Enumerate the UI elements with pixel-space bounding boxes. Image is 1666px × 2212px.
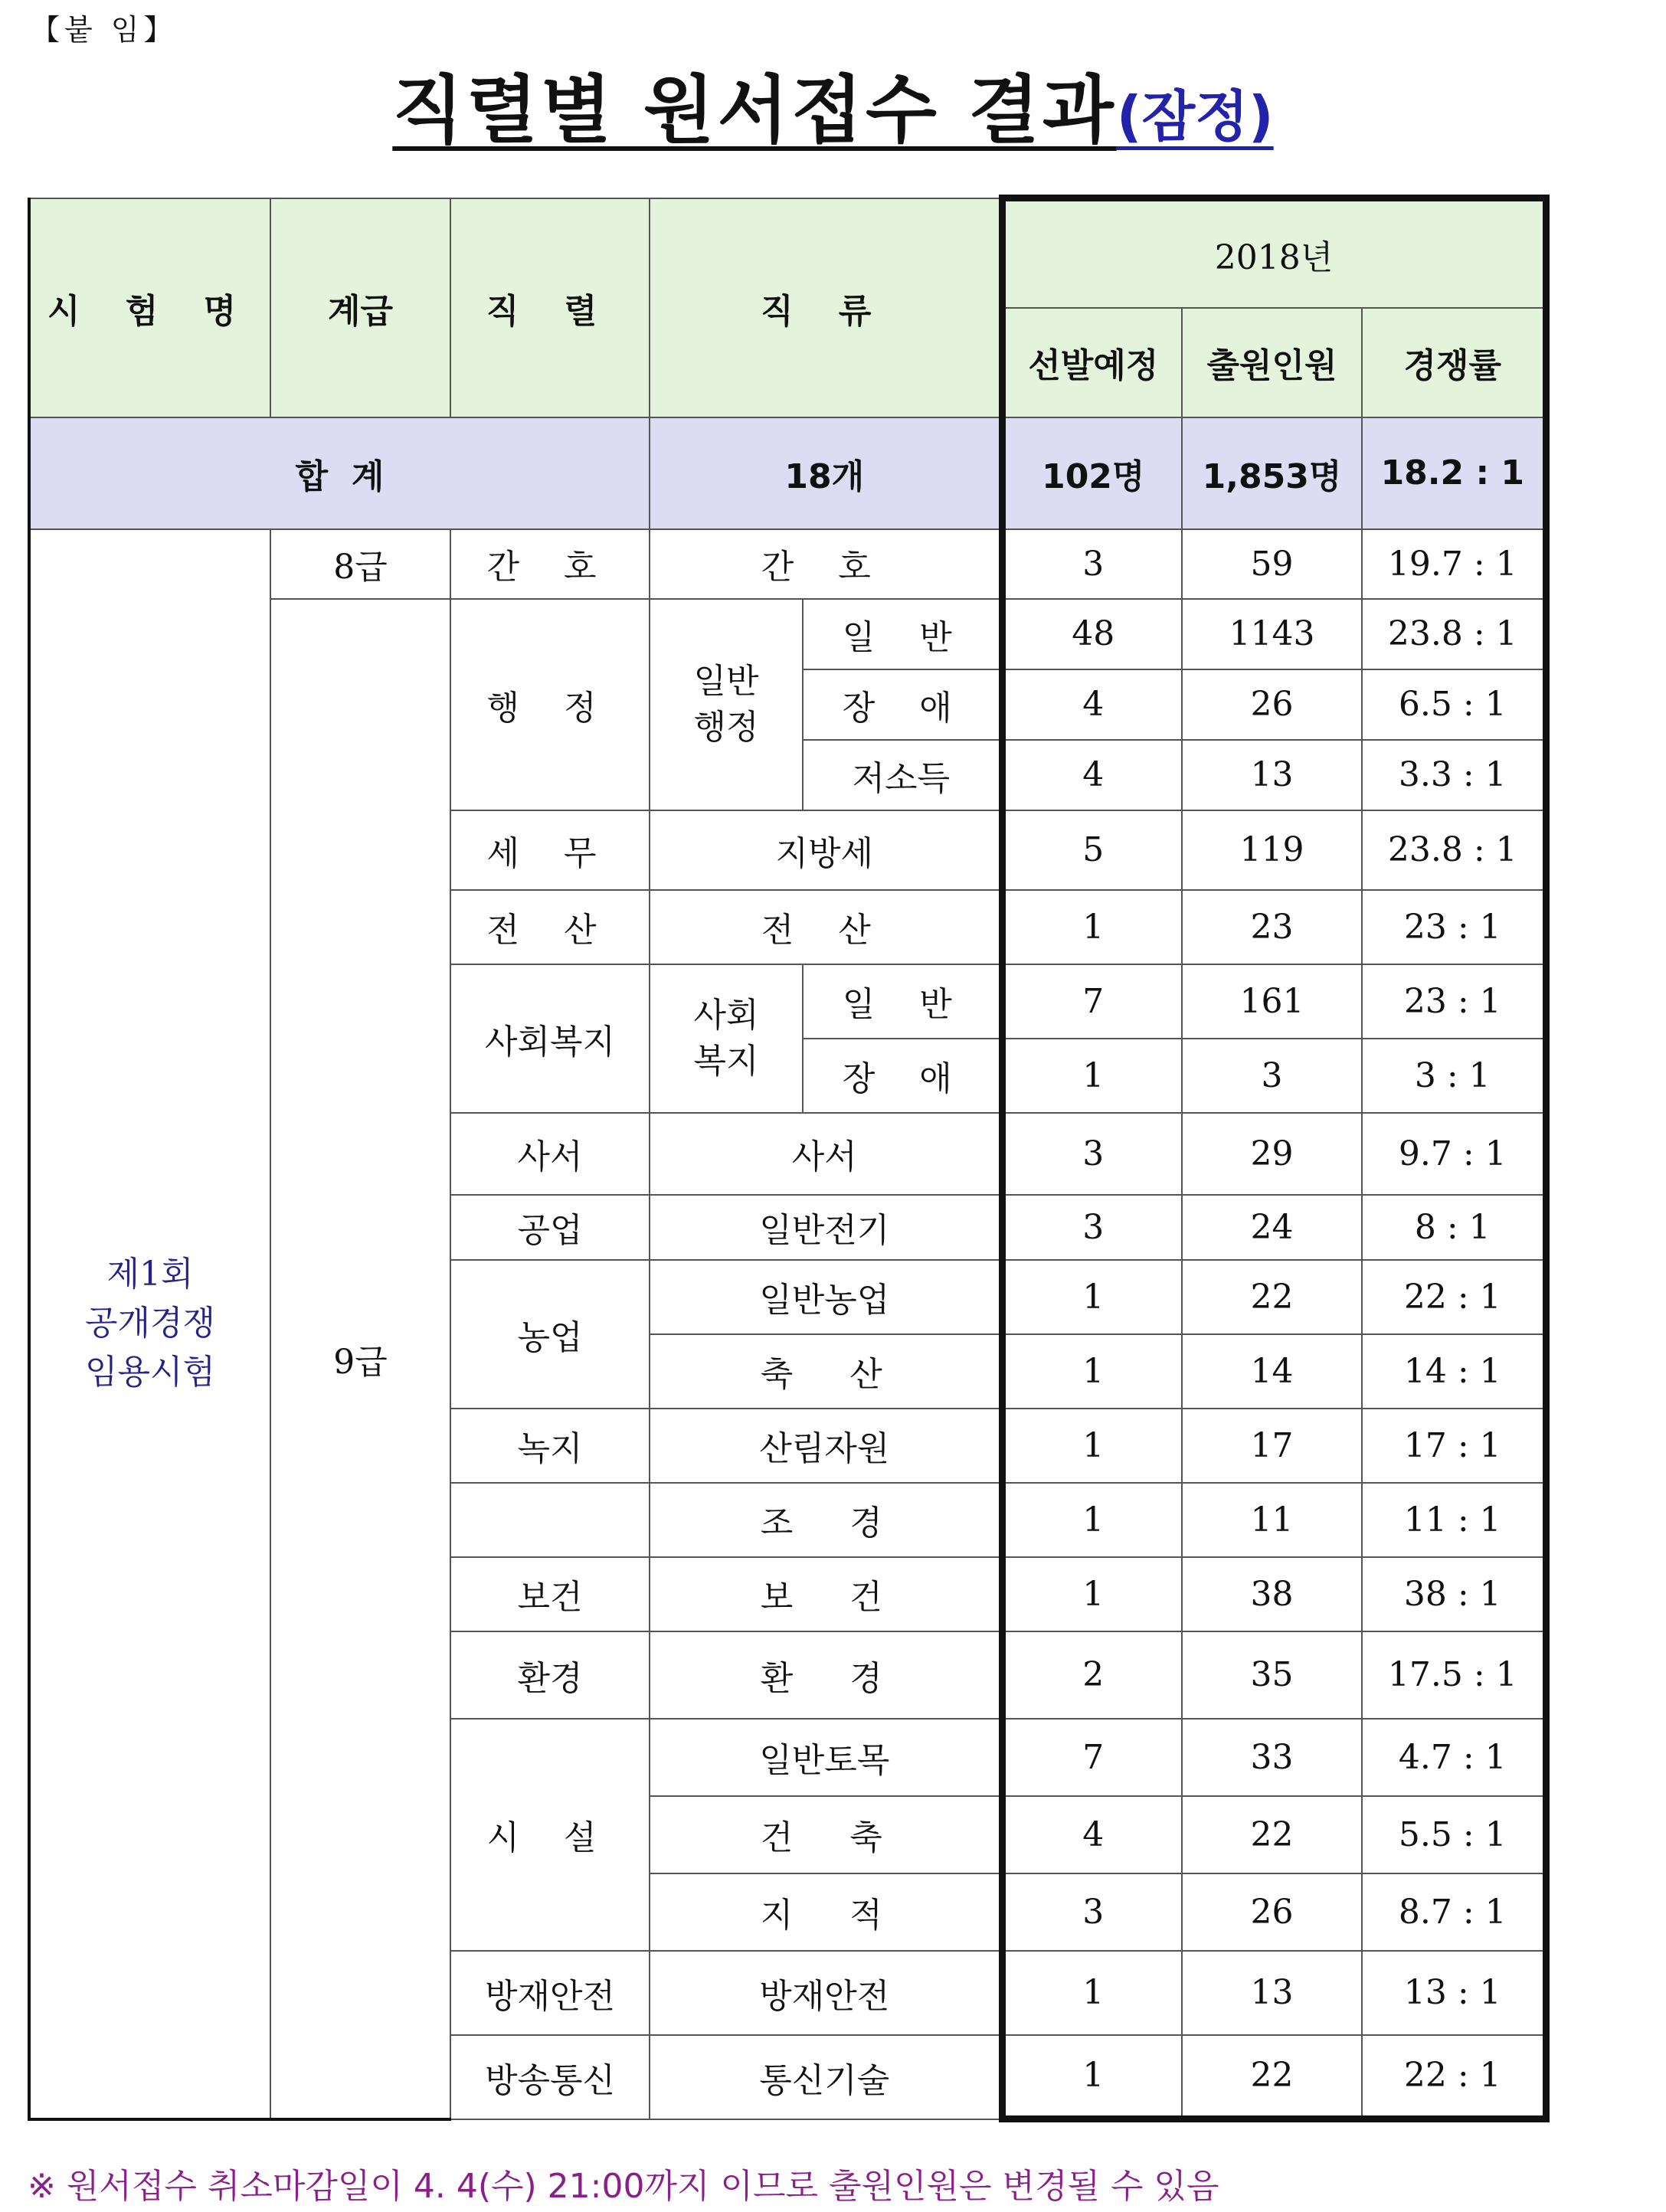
category-cell: 일반토목	[650, 1719, 1002, 1796]
applicants-cell: 161	[1182, 964, 1362, 1039]
applicants-cell: 59	[1182, 529, 1362, 599]
planned-cell: 7	[1002, 964, 1182, 1039]
title-text: 직렬별 원서접수 결과	[392, 67, 1117, 153]
category-cell: 건 축	[650, 1796, 1002, 1873]
planned-cell: 1	[1002, 1483, 1182, 1557]
table-row	[29, 529, 1546, 599]
ratio-cell: 11 : 1	[1362, 1483, 1546, 1557]
series-cell	[450, 1483, 650, 1557]
ratio-cell: 9.7 : 1	[1362, 1113, 1546, 1195]
category-cell: 축 산	[650, 1334, 1002, 1409]
header-year: 2018년	[1002, 198, 1546, 308]
applicants-cell: 119	[1182, 810, 1362, 890]
applicants-cell: 22	[1182, 2035, 1362, 2119]
ratio-cell: 8.7 : 1	[1362, 1873, 1546, 1951]
planned-cell: 1	[1002, 1951, 1182, 2035]
results-table	[28, 195, 1550, 2122]
applicants-cell: 13	[1182, 740, 1362, 810]
total-ratio: 18.2 : 1	[1362, 417, 1546, 529]
series-cell: 공업	[450, 1195, 650, 1260]
planned-cell: 3	[1002, 1195, 1182, 1260]
category-cell: 전 산	[650, 890, 1002, 964]
category-cell: 사회 복지	[650, 964, 803, 1113]
planned-cell: 7	[1002, 1719, 1182, 1796]
ratio-cell: 23.8 : 1	[1362, 599, 1546, 669]
total-row	[29, 417, 1546, 529]
ratio-cell: 22 : 1	[1362, 2035, 1546, 2119]
applicants-cell: 22	[1182, 1796, 1362, 1873]
subcategory-cell: 일 반	[803, 964, 1002, 1039]
exam-name-line: 임용시험	[84, 1353, 215, 1392]
series-cell: 세 무	[450, 810, 650, 890]
planned-cell: 1	[1002, 1334, 1182, 1409]
planned-cell: 1	[1002, 890, 1182, 964]
total-planned: 102명	[1002, 417, 1182, 529]
applicants-cell: 22	[1182, 1260, 1362, 1334]
grade-9: 9급	[270, 599, 450, 2119]
series-cell: 전 산	[450, 890, 650, 964]
title-suffix: (잠정)	[1116, 84, 1274, 149]
subcategory-cell: 장 애	[803, 669, 1002, 740]
planned-cell: 4	[1002, 740, 1182, 810]
subcategory-cell: 일 반	[803, 599, 1002, 669]
header-series: 직 렬	[450, 198, 650, 417]
series-cell: 방재안전	[450, 1951, 650, 2035]
ratio-cell: 4.7 : 1	[1362, 1719, 1546, 1796]
series-cell: 녹지	[450, 1409, 650, 1483]
category-cell: 일반전기	[650, 1195, 1002, 1260]
applicants-cell: 26	[1182, 1873, 1362, 1951]
series-cell: 시 설	[450, 1719, 650, 1951]
ratio-cell: 22 : 1	[1362, 1260, 1546, 1334]
planned-cell: 3	[1002, 529, 1182, 599]
ratio-cell: 23.8 : 1	[1362, 810, 1546, 890]
footnote: ※ 원서접수 취소마감일이 4. 4(수) 21:00까지 이므로 출원인원은 변경될 수 있음	[28, 2167, 1219, 2206]
header-category: 직 류	[650, 198, 1002, 417]
series-cell: 농업	[450, 1260, 650, 1409]
header-applicants: 출원인원	[1182, 308, 1362, 417]
planned-cell: 1	[1002, 1409, 1182, 1483]
category-cell: 일반농업	[650, 1260, 1002, 1334]
ratio-cell: 23 : 1	[1362, 890, 1546, 964]
planned-cell: 3	[1002, 1873, 1182, 1951]
ratio-cell: 38 : 1	[1362, 1557, 1546, 1631]
planned-cell: 1	[1002, 1557, 1182, 1631]
category-cell: 산림자원	[650, 1409, 1002, 1483]
exam-name-line: 공개경쟁	[84, 1304, 215, 1343]
total-applicants: 1,853명	[1182, 417, 1362, 529]
series-cell: 간 호	[450, 529, 650, 599]
planned-cell: 1	[1002, 1260, 1182, 1334]
ratio-cell: 3 : 1	[1362, 1039, 1546, 1113]
applicants-cell: 35	[1182, 1631, 1362, 1719]
exam-name	[29, 529, 270, 2119]
ratio-cell: 5.5 : 1	[1362, 1796, 1546, 1873]
category-cell: 지방세	[650, 810, 1002, 890]
attachment-label: 【붙 임】	[31, 13, 178, 47]
subcategory-cell: 장 애	[803, 1039, 1002, 1113]
ratio-cell: 23 : 1	[1362, 964, 1546, 1039]
ratio-cell: 14 : 1	[1362, 1334, 1546, 1409]
header-planned: 선발예정	[1002, 308, 1182, 417]
planned-cell: 48	[1002, 599, 1182, 669]
category-cell: 보 건	[650, 1557, 1002, 1631]
category-cell: 사서	[650, 1113, 1002, 1195]
applicants-cell: 14	[1182, 1334, 1362, 1409]
total-category-count: 18개	[650, 417, 1002, 529]
applicants-cell: 17	[1182, 1409, 1362, 1483]
header-grade: 계급	[270, 198, 450, 417]
ratio-cell: 19.7 : 1	[1362, 529, 1546, 599]
applicants-cell: 26	[1182, 669, 1362, 740]
ratio-cell: 13 : 1	[1362, 1951, 1546, 2035]
applicants-cell: 1143	[1182, 599, 1362, 669]
applicants-cell: 29	[1182, 1113, 1362, 1195]
category-cell: 환 경	[650, 1631, 1002, 1719]
total-label: 합 계	[29, 417, 650, 529]
planned-cell: 5	[1002, 810, 1182, 890]
category-cell: 조 경	[650, 1483, 1002, 1557]
series-cell: 사서	[450, 1113, 650, 1195]
category-cell: 지 적	[650, 1873, 1002, 1951]
category-cell: 방재안전	[650, 1951, 1002, 2035]
planned-cell: 3	[1002, 1113, 1182, 1195]
series-cell: 방송통신	[450, 2035, 650, 2119]
ratio-cell: 8 : 1	[1362, 1195, 1546, 1260]
header-ratio: 경쟁률	[1362, 308, 1546, 417]
series-cell: 환경	[450, 1631, 650, 1719]
page-title	[0, 52, 1666, 157]
category-cell: 통신기술	[650, 2035, 1002, 2119]
applicants-cell: 11	[1182, 1483, 1362, 1557]
applicants-cell: 23	[1182, 890, 1362, 964]
planned-cell: 1	[1002, 1039, 1182, 1113]
applicants-cell: 33	[1182, 1719, 1362, 1796]
series-cell: 사회복지	[450, 964, 650, 1113]
category-cell: 일반 행정	[650, 599, 803, 810]
category-cell: 간 호	[650, 529, 1002, 599]
header-row-1	[29, 198, 1546, 308]
subcategory-cell: 저소득	[803, 740, 1002, 810]
header-exam: 시 험 명	[29, 198, 270, 417]
ratio-cell: 17 : 1	[1362, 1409, 1546, 1483]
applicants-cell: 24	[1182, 1195, 1362, 1260]
planned-cell: 4	[1002, 1796, 1182, 1873]
applicants-cell: 3	[1182, 1039, 1362, 1113]
planned-cell: 1	[1002, 2035, 1182, 2119]
ratio-cell: 17.5 : 1	[1362, 1631, 1546, 1719]
ratio-cell: 3.3 : 1	[1362, 740, 1546, 810]
ratio-cell: 6.5 : 1	[1362, 669, 1546, 740]
exam-name-line: 제1회	[106, 1255, 194, 1294]
planned-cell: 4	[1002, 669, 1182, 740]
planned-cell: 2	[1002, 1631, 1182, 1719]
grade-8: 8급	[270, 529, 450, 599]
series-cell: 보건	[450, 1557, 650, 1631]
series-cell: 행 정	[450, 599, 650, 810]
applicants-cell: 38	[1182, 1557, 1362, 1631]
applicants-cell: 13	[1182, 1951, 1362, 2035]
